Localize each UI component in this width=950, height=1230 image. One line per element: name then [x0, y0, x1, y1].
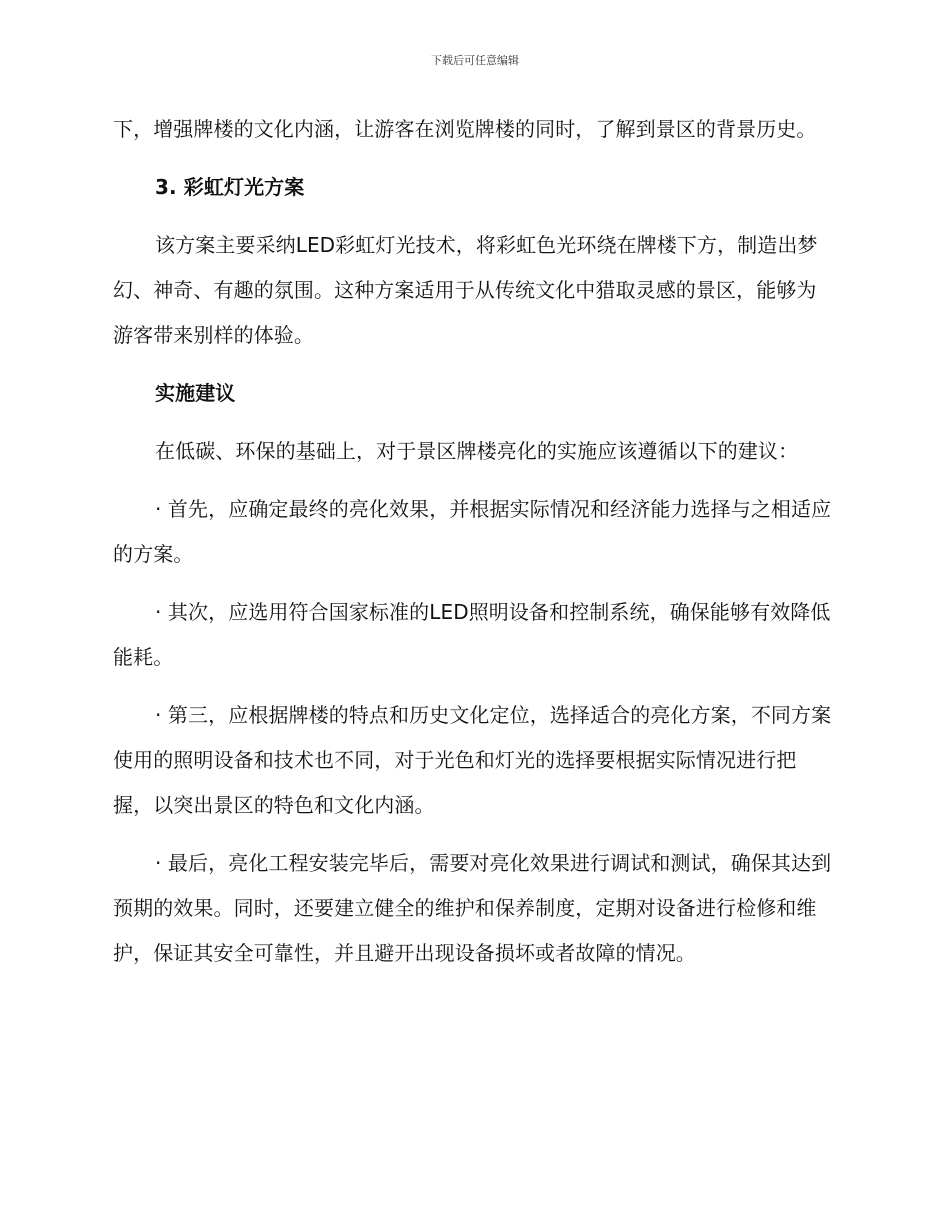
- implementation-intro-paragraph: 在低碳、环保的基础上，对于景区牌楼亮化的实施应该遵循以下的建议：: [155, 439, 799, 463]
- section-heading-implementation: 实施建议: [155, 381, 236, 405]
- section-heading-rainbow-lighting: 3. 彩虹灯光方案: [155, 175, 305, 199]
- bullet-item-third: · 第三，应根据牌楼的特点和历史文化定位，选择适合的亮化方案，不同方案使用的照明设备和技术也不同，对于光色和灯光的选择要根据实际情况进行把握，以突出景区的特色和文化内涵。: [113, 703, 832, 817]
- bullet-item-first: · 首先，应确定最终的亮化效果，并根据实际情况和经济能力选择与之相适应的方案。: [113, 497, 832, 566]
- document-body: [113, 107, 833, 976]
- rainbow-lighting-paragraph: 该方案主要采纳LED彩虹灯光技术，将彩虹色光环绕在牌楼下方，制造出梦幻、神奇、有趣的氛围。这种方案适用于从传统文化中猎取灵感的景区，能够为游客带来别样的体验。: [113, 233, 818, 347]
- page-header: 下载后可任意编辑: [431, 54, 519, 67]
- bullet-item-second: · 其次，应选用符合国家标准的LED照明设备和控制系统，确保能够有效降低能耗。: [113, 600, 831, 669]
- continuation-paragraph: 下，增强牌楼的文化内涵，让游客在浏览牌楼的同时，了解到景区的背景历史。: [113, 117, 817, 141]
- bullet-item-final: · 最后，亮化工程安装完毕后，需要对亮化效果进行调试和测试，确保其达到预期的效果。同时，还要建立健全的维护和保养制度，定期对设备进行检修和维护，保证其安全可靠性，并且避开出现设备损坏或者故障的情况。: [113, 851, 832, 965]
